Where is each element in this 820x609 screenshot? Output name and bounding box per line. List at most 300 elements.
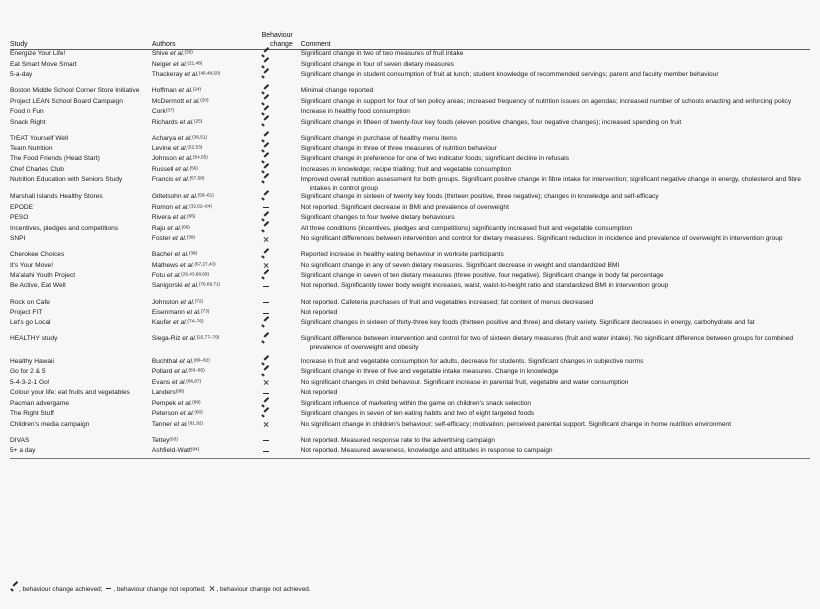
study-name: Go for 2 & 5: [10, 368, 46, 376]
cross-icon: [207, 584, 216, 592]
cell-comment: [301, 204, 810, 214]
cell-behaviour-change: [262, 335, 301, 352]
study-name: Marshall Islands Healthy Stores: [10, 193, 103, 201]
study-name: Eat Smart Move Smart: [10, 60, 77, 68]
author-name: Foster: [151, 235, 171, 243]
study-name: It's Your Move!: [10, 261, 54, 269]
cell-authors: [152, 335, 262, 352]
author-etal: et al.: [179, 118, 194, 126]
study-name: Ma'alahi Youth Project: [10, 272, 76, 280]
study-name: Energize Your Life!: [10, 50, 66, 58]
tick-icon: [262, 368, 271, 376]
author-name: Francis: [151, 176, 174, 184]
dash-icon: [262, 389, 271, 397]
cell-authors: [152, 71, 262, 81]
cell-behaviour-change: [262, 235, 301, 245]
cell-study: [10, 262, 152, 272]
reference-superscript: (89): [192, 399, 201, 405]
reference-superscript: (67,27,43): [194, 260, 216, 266]
footer-rule-row: [10, 458, 810, 459]
cell-study: [10, 166, 152, 176]
author-etal: et al.: [167, 224, 182, 232]
cell-comment: [301, 389, 810, 399]
cell-behaviour-change: [262, 410, 301, 420]
cell-authors: [152, 108, 262, 118]
comment-text: Not reported. Significant decrease in BMI and prevalence of overweight: [300, 203, 509, 211]
cell-authors: [152, 437, 262, 447]
cross-icon: [262, 379, 271, 387]
cell-authors: [152, 358, 262, 368]
author-name: Sanigorski: [151, 282, 183, 290]
tick-icon: [262, 335, 271, 343]
author-etal: et al.: [185, 97, 201, 105]
comment-text: No significant change in children's behaviour; self-efficacy; motivation; perceived parental support. Significant change in home nutrition environment: [300, 420, 732, 428]
tick-icon: [262, 135, 271, 143]
reference-superscript: (56): [189, 165, 198, 171]
cell-authors: [152, 119, 262, 129]
author-name: Levine: [151, 145, 172, 152]
cell-authors: [152, 282, 262, 292]
reference-superscript: (26,43,68,69): [181, 271, 210, 277]
reference-superscript: (66): [181, 223, 190, 229]
tick-icon: [10, 584, 19, 592]
cell-comment: [301, 155, 810, 165]
tick-icon: [262, 193, 271, 201]
author-etal: et al.: [180, 261, 195, 269]
dash-icon: [262, 282, 271, 290]
author-etal: et al.: [182, 335, 197, 343]
table-row: [10, 379, 810, 389]
cell-comment: [301, 319, 810, 329]
table-row: [10, 145, 810, 155]
comment-text: Significant difference between intervention and control for two of sixteen dietary measures (fruit and water intake). No significant difference between groups for combined prevalence of overweight and obesity: [300, 335, 794, 351]
cell-study: [10, 108, 152, 118]
reference-superscript: (59–61): [197, 192, 214, 198]
author-etal: et al.: [183, 193, 198, 201]
cell-study: [10, 389, 152, 399]
dash-icon: [262, 204, 271, 212]
cell-comment: [301, 214, 810, 224]
footnote-part-1: , behaviour change achieved;: [19, 586, 105, 593]
reference-superscript: (74–76): [187, 318, 204, 324]
study-name: Children's media campaign: [10, 420, 90, 428]
reference-superscript: (20): [200, 96, 209, 102]
footer-rule: [10, 458, 810, 459]
author-etal: et al.: [173, 60, 188, 68]
study-name: Be Active, Eat Well: [10, 282, 66, 290]
tick-icon: [262, 176, 271, 184]
header-row-bottom: [10, 41, 810, 50]
table-row: [10, 235, 810, 245]
cell-authors: [152, 155, 262, 165]
reference-superscript: (52,53): [187, 144, 203, 150]
table-row: [10, 358, 810, 368]
comment-text: Significant change in preference for one of two indicator foods; significant decline in refusals: [300, 155, 570, 163]
cell-behaviour-change: [262, 225, 301, 235]
cell-comment: [301, 119, 810, 129]
reference-superscript: (65): [187, 213, 196, 219]
comment-text: Increase in healthy food consumption: [300, 108, 410, 116]
tick-icon: [262, 251, 271, 259]
cell-comment: [301, 61, 810, 71]
cell-behaviour-change: [262, 282, 301, 292]
table-row: [10, 282, 810, 292]
author-name: Tettey: [151, 436, 170, 444]
table-row: [10, 410, 810, 420]
cell-behaviour-change: [262, 272, 301, 282]
reference-superscript: (80–82): [193, 357, 210, 363]
study-name: HEALTHY study: [10, 335, 58, 343]
study-name: SNPI: [10, 235, 26, 243]
cell-comment: [301, 251, 810, 261]
author-name: Bacher: [151, 251, 173, 259]
author-etal: et al.: [177, 134, 193, 142]
study-name: Rock on Cafe: [10, 298, 50, 306]
header-row-top: [10, 32, 810, 41]
author-name: Acharya: [151, 134, 177, 142]
table-row: [10, 135, 810, 145]
cell-authors: [152, 389, 262, 399]
reference-superscript: (90): [194, 409, 203, 415]
cell-comment: [301, 225, 810, 235]
author-etal: et al.: [175, 165, 190, 173]
cell-behaviour-change: [262, 421, 301, 431]
comment-text: Not reported: [300, 389, 338, 397]
reference-superscript: (32,62–64): [189, 203, 212, 209]
table-row: [10, 309, 810, 319]
study-name: DIVAS: [10, 436, 30, 444]
cell-comment: [301, 421, 810, 431]
comment-text: Increases in knowledge; recipe trialling; fruit and vegetable consumption: [300, 165, 512, 173]
comment-text: Not reported. Cafeteria purchases of fruit and vegetables increased; fat content of menus decreased: [300, 298, 594, 306]
footnote-part-2: , behaviour change not reported;: [113, 586, 208, 593]
cell-comment: [301, 262, 810, 272]
cell-comment: [301, 358, 810, 368]
table-header: [10, 32, 810, 50]
cell-behaviour-change: [262, 193, 301, 203]
cell-authors: [152, 135, 262, 145]
cell-study: [10, 319, 152, 329]
header-behaviour-change-line2: change: [270, 40, 293, 48]
author-etal: et al.: [177, 399, 193, 407]
comment-text: Significant changes in seven of ten eating habits and two of eight targeted foods: [300, 410, 535, 418]
author-name: Tanner: [151, 420, 172, 428]
study-name: TrEAT Yourself Well: [10, 134, 69, 142]
reference-superscript: (86,87): [186, 378, 202, 384]
cross-icon: [262, 262, 271, 270]
tick-icon: [262, 155, 271, 163]
author-name: Landers: [151, 389, 176, 397]
cell-authors: [152, 447, 262, 457]
reference-superscript: (91,92): [188, 420, 203, 426]
cell-behaviour-change: [262, 71, 301, 81]
comment-text: Significant change in three of three measures of nutrition behaviour: [300, 145, 497, 152]
table-row: [10, 50, 810, 60]
tick-icon: [262, 400, 271, 408]
cell-behaviour-change: [262, 437, 301, 447]
table-row: [10, 98, 810, 108]
comment-text: Significant change in four of seven dietary measures: [300, 60, 454, 68]
study-name: Team Nutrition: [10, 145, 53, 152]
author-name: Hoffman: [151, 87, 177, 95]
comment-text: Not reported. Significantly lower body weight increases, waist, waist-to-height ratio and standardized BMI in intervention group: [300, 282, 669, 290]
cell-authors: [152, 400, 262, 410]
reference-superscript: (54,55): [192, 154, 208, 160]
cross-icon: [262, 235, 271, 243]
table-row: [10, 251, 810, 261]
study-name: 5+ a day: [10, 447, 36, 455]
author-etal: et al.: [180, 410, 195, 418]
reference-superscript: (73): [200, 308, 210, 314]
author-name: Russell: [151, 165, 174, 173]
author-name: Shive: [151, 50, 169, 58]
dash-icon: [262, 447, 271, 455]
author-etal: et al.: [175, 176, 190, 184]
cell-authors: [152, 204, 262, 214]
table-row: [10, 421, 810, 431]
table-row: [10, 193, 810, 203]
comment-text: Increase in fruit and vegetable consumption for adults, decrease for students. Significant changes in subjective norms: [300, 357, 644, 365]
cell-authors: [152, 309, 262, 319]
cell-comment: [301, 447, 810, 457]
cross-icon: [262, 421, 271, 429]
table-row: [10, 119, 810, 129]
cell-behaviour-change: [262, 251, 301, 261]
author-name: Buchthal: [151, 357, 178, 365]
author-etal: et al.: [166, 272, 182, 280]
cell-study: [10, 214, 152, 224]
cell-behaviour-change: [262, 379, 301, 389]
cell-study: [10, 299, 152, 309]
cell-study: [10, 335, 152, 352]
tick-icon: [262, 61, 271, 69]
study-name: Snack Right: [10, 118, 46, 126]
author-etal: et al.: [173, 145, 188, 152]
cell-study: [10, 368, 152, 378]
study-name: Nutrition Education with Seniors Study: [10, 176, 123, 184]
table-row: [10, 335, 810, 352]
cell-authors: [152, 166, 262, 176]
author-name: Johnson: [151, 155, 177, 163]
comment-text: Significant change in three of five and vegetable intake measures. Change in knowledge: [300, 368, 559, 376]
author-etal: et al.: [178, 87, 193, 95]
cell-study: [10, 421, 152, 431]
comment-text: No significant change in any of seven dietary measures. Significant decrease in weight and standardized BMI: [300, 261, 620, 269]
author-name: Kaufer: [151, 319, 172, 327]
study-name: EPODE: [10, 203, 34, 211]
reference-superscript: (88): [175, 388, 185, 394]
header-spacer-authors: [152, 32, 262, 41]
author-name: Gittelsohn: [151, 193, 182, 201]
cell-comment: [301, 282, 810, 292]
cell-study: [10, 410, 152, 420]
author-etal: et al.: [186, 308, 201, 316]
author-name: Romon: [151, 203, 174, 211]
table-row: [10, 400, 810, 410]
author-name: Cork: [151, 108, 166, 116]
cell-comment: [301, 135, 810, 145]
author-etal: et al.: [180, 298, 195, 306]
author-etal: et al.: [184, 282, 199, 290]
study-name: 5-a-day: [10, 71, 33, 79]
comment-text: No significant differences between intervention and control for dietary measures. Significant reduction in incidence and prevalence of overweight in intervention group: [300, 235, 783, 243]
cell-behaviour-change: [262, 319, 301, 329]
author-name: Mathews: [151, 261, 179, 269]
study-name: The Right Stuff: [10, 410, 54, 418]
study-name: Healthy Hawaii: [10, 357, 54, 365]
author-etal: et al.: [173, 420, 189, 428]
comment-text: Significant change in seven of ten dietary measures (three positive, four negative). Significant change in body fat percentage: [300, 272, 664, 280]
author-name: Pempek: [151, 399, 177, 407]
cell-behaviour-change: [262, 299, 301, 309]
study-name: The Food Friends (Head Start): [10, 155, 100, 163]
reference-superscript: (49,48,50): [198, 70, 221, 76]
table-row: [10, 61, 810, 71]
reference-superscript: (39): [186, 234, 195, 240]
footnote-part-3: , behaviour change not achieved.: [216, 586, 311, 593]
cell-study: [10, 193, 152, 203]
cell-study: [10, 437, 152, 447]
tick-icon: [262, 319, 271, 327]
comment-text: Significant influence of marketing within the game on children's snack selection: [300, 399, 532, 407]
cell-study: [10, 282, 152, 292]
cell-study: [10, 251, 152, 261]
cell-comment: [301, 437, 810, 447]
studies-table: [10, 32, 810, 459]
author-name: Raju: [151, 224, 166, 232]
cell-authors: [152, 368, 262, 378]
author-etal: et al.: [174, 203, 190, 211]
cell-study: [10, 87, 152, 97]
author-name: Thackeray: [151, 71, 183, 79]
author-name: Johnston: [151, 298, 179, 306]
tick-icon: [262, 410, 271, 418]
cell-comment: [301, 335, 810, 352]
cell-study: [10, 155, 152, 165]
study-name: Project FIT: [10, 308, 43, 316]
reference-superscript: (24): [192, 86, 202, 92]
author-name: McDermott: [151, 97, 185, 105]
author-etal: et al.: [184, 71, 199, 79]
header-spacer-study: [10, 32, 152, 41]
header-authors: Authors: [151, 40, 176, 48]
cell-study: [10, 235, 152, 245]
table-row: [10, 368, 810, 378]
cell-study: [10, 309, 152, 319]
table-row: [10, 225, 810, 235]
cell-authors: [152, 50, 262, 60]
comment-text: Not reported. Measured awareness, knowledge and attitudes in response to campaign: [300, 447, 553, 455]
cell-authors: [152, 176, 262, 193]
table-row: [10, 204, 810, 214]
cell-study: [10, 71, 152, 81]
cell-comment: [301, 193, 810, 203]
table-row: [10, 166, 810, 176]
author-name: Peterson: [151, 410, 179, 418]
study-name: Incentives, pledges and competitions: [10, 224, 119, 232]
dash-icon: [104, 584, 113, 592]
study-name: Cherokee Choices: [10, 251, 65, 259]
comment-text: Reported increase in healthy eating behaviour in worksite participants: [300, 251, 504, 259]
author-name: Rivera: [151, 214, 171, 222]
study-name: Boston Middle School Corner Store Initiative: [10, 87, 140, 95]
cell-comment: [301, 410, 810, 420]
table-row: [10, 108, 810, 118]
reference-superscript: (35): [184, 49, 193, 55]
reference-superscript: (57,58): [189, 175, 205, 181]
comment-text: Significant change in purchase of healthy menu items: [300, 134, 457, 142]
study-name: Food n Fun: [10, 108, 44, 116]
study-name: Chef Charles Club: [10, 165, 64, 173]
cell-behaviour-change: [262, 447, 301, 457]
cell-comment: [301, 176, 810, 193]
comment-text: Significant changes in sixteen of thirty-three key foods (thirteen positive and three) and dietary variety. Significant decreases in energy, carbohydrate and fat: [300, 319, 755, 327]
author-etal: et al.: [174, 251, 189, 259]
dash-icon: [262, 437, 271, 445]
cell-comment: [301, 400, 810, 410]
header-spacer-comment: [301, 32, 810, 41]
author-name: Pollard: [151, 368, 173, 376]
author-name: Siega-Riz: [151, 335, 181, 343]
cell-comment: [301, 235, 810, 245]
reference-superscript: (94): [190, 446, 200, 452]
comment-text: Not reported. Measured response rate to the advertising campaign: [300, 436, 495, 444]
cell-study: [10, 176, 152, 193]
table-row: [10, 299, 810, 309]
reference-superscript: (36,51): [192, 133, 208, 139]
cell-comment: [301, 87, 810, 97]
author-name: Evans: [151, 378, 171, 386]
table-row: [10, 389, 810, 399]
comment-text: Improved overall nutrition assessment for both groups. Significant positive change in fibre intake for intervention; significant negative change in energy, cholesterol and fibre intakes in control group: [300, 176, 801, 192]
tick-icon: [262, 71, 271, 79]
author-name: Ashfield-Watt: [151, 447, 191, 455]
cell-comment: [301, 368, 810, 378]
table-body: [10, 50, 810, 457]
reference-superscript: (25): [194, 117, 203, 123]
cell-comment: [301, 71, 810, 81]
cell-behaviour-change: [262, 119, 301, 129]
tick-icon: [262, 272, 271, 280]
cell-comment: [301, 50, 810, 60]
cell-study: [10, 61, 152, 71]
study-name: 5-4-3-2-1 Go!: [10, 378, 50, 386]
comment-text: All three conditions (incentives, pledges and competitions) significantly increased fruit and vegetable consumption: [300, 224, 633, 232]
table-row: [10, 71, 810, 81]
table-footer: [10, 458, 810, 459]
author-etal: et al.: [179, 357, 194, 365]
cell-comment: [301, 379, 810, 389]
reference-superscript: (83–85): [188, 367, 205, 373]
author-etal: et al.: [170, 50, 185, 58]
cell-study: [10, 225, 152, 235]
cell-study: [10, 379, 152, 389]
author-etal: et al.: [172, 235, 187, 243]
comment-text: Significant change in student consumption of fruit at lunch; student knowledge of recommended servings; parent and faculty member behaviour: [300, 71, 719, 79]
author-name: Neiger: [151, 60, 172, 68]
table-row: [10, 87, 810, 97]
author-name: Fotu: [151, 272, 166, 280]
cell-comment: [301, 299, 810, 309]
table-row: [10, 437, 810, 447]
cell-authors: [152, 225, 262, 235]
tick-icon: [262, 119, 271, 127]
study-name: PESO: [10, 214, 29, 222]
cell-authors: [152, 235, 262, 245]
cell-study: [10, 50, 152, 60]
author-etal: et al.: [172, 378, 187, 386]
table-row: [10, 272, 810, 282]
